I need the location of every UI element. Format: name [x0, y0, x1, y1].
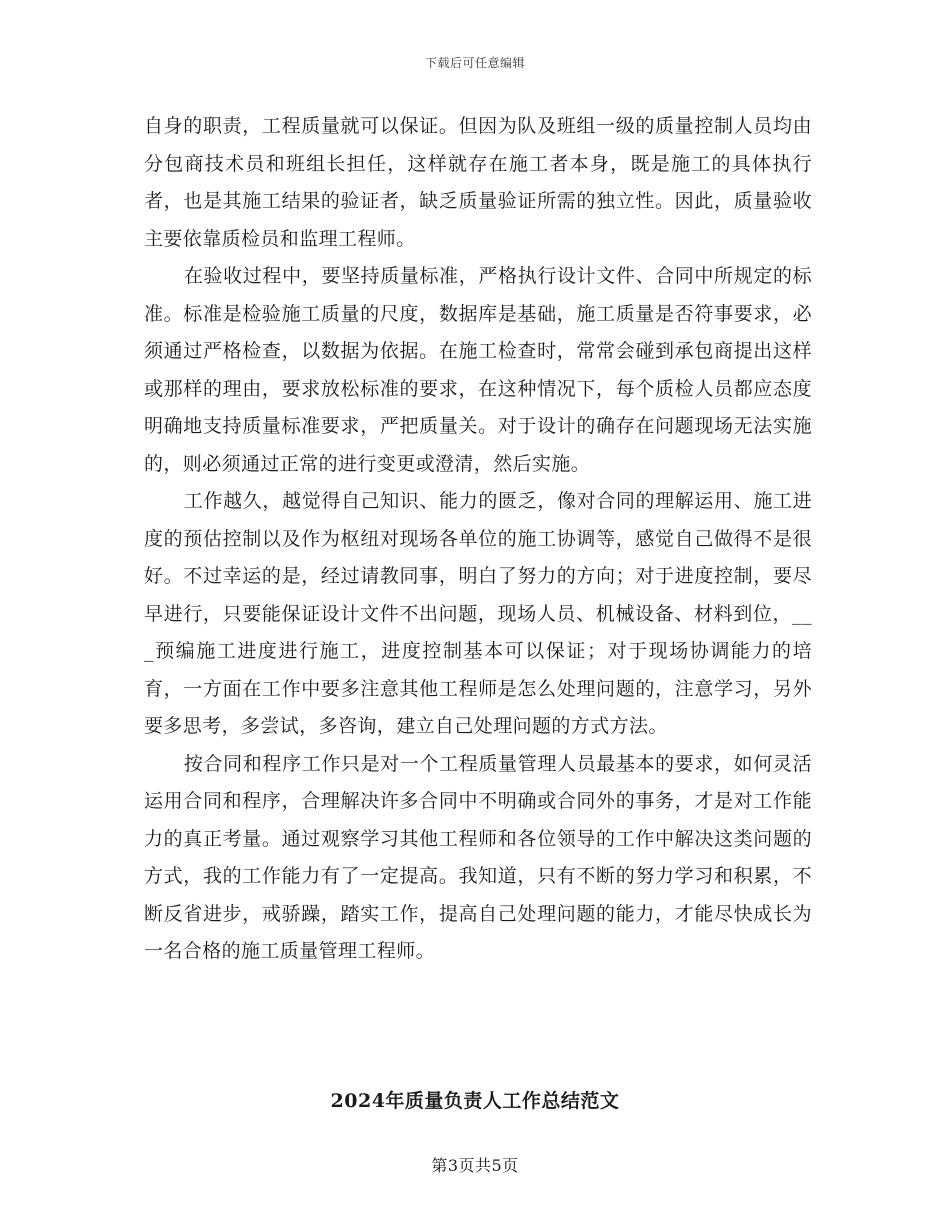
paragraph-1: 自身的职责，工程质量就可以保证。但因为队及班组一级的质量控制人员均由分包商技术员和班组长担任，这样就存在施工者本身，既是施工的具体执行者，也是其施工结果的验证者，缺乏质量验证所需的独立性。因此，质量验收主要依靠质检员和监理工程师。 — [144, 115, 812, 250]
paragraph-4: 按合同和程序工作只是对一个工程质量管理人员最基本的要求，如何灵活运用合同和程序，合理解决许多合同中不明确或合同外的事务，才是对工作能力的真正考量。通过观察学习其他工程师和各位领导的工作中解决这类问题的方式，我的工作能力有了一定提高。我知道，只有不断的努力学习和积累，不断反省进步，戒骄躁，踏实工作，提高自己处理问题的能力，才能尽快成长为一名合格的施工质量管理工程师。 — [144, 752, 812, 962]
paragraph-3: 工作越久，越觉得自己知识、能力的匮乏，像对合同的理解运用、施工进度的预估控制以及作为枢纽对现场各单位的施工协调等，感觉自己做得不是很好。不过幸运的是，经过请教同事，明白了努力的方向；对于进度控制，要尽早进行，只要能保证设计文件不出问题，现场人员、机械设备、材料到位，___预编施工进度进行施工，进度控制基本可以保证；对于现场协调能力的培育，一方面在工作中要多注意其他工程师是怎么处理问题的，注意学习，另外要多思考，多尝试，多咨询，建立自己处理问题的方式方法。 — [144, 490, 812, 737]
paragraph-2: 在验收过程中，要坚持质量标准，严格执行设计文件、合同中所规定的标准。标准是检验施工质量的尺度，数据库是基础，施工质量是否符事要求，必须通过严格检查，以数据为依据。在施工检查时，常常会碰到承包商提出这样或那样的理由，要求放松标准的要求，在这种情况下，每个质检人员都应态度明确地支持质量标准要求，严把质量关。对于设计的确存在问题现场无法实施的，则必须通过正常的进行变更或澄清，然后实施。 — [144, 265, 812, 475]
page-footer: 第3页共5页 — [431, 1156, 519, 1175]
document-body — [144, 108, 812, 971]
page-header: 下载后可任意编辑 — [424, 56, 525, 70]
section-title: 2024年质量负责人工作总结范文 — [330, 1090, 620, 1112]
